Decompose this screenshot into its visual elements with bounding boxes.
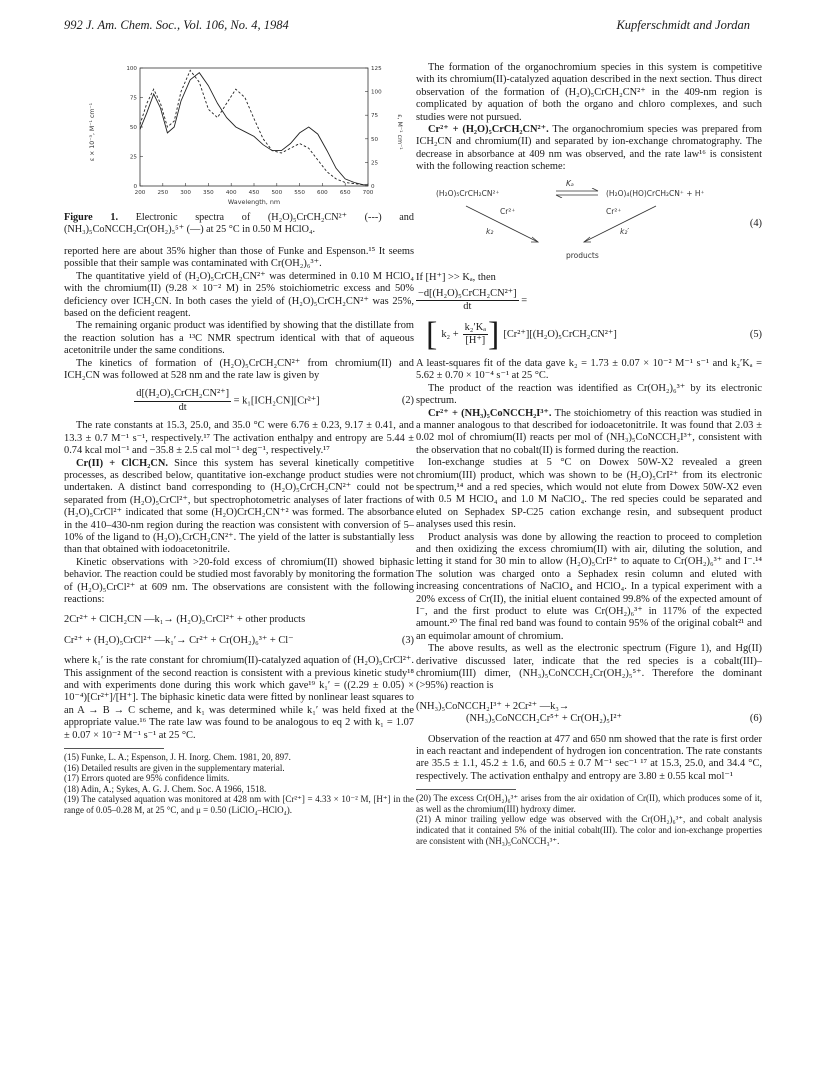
- condition-text: If [H⁺] >> Kₐ, then: [416, 271, 496, 283]
- caption-label: Figure 1.: [64, 212, 118, 223]
- eq5-numerator: −d[(H₂O)₅CrCH₂CN²⁺]: [416, 288, 519, 301]
- paragraph: The product of the reaction was identified as Cr(OH₂)₆³⁺ by its electronic spectrum.: [416, 382, 762, 407]
- y2-tick-label: 50: [371, 136, 379, 143]
- spectra-chart: [64, 62, 414, 208]
- x-tick-label: 700: [362, 190, 374, 196]
- paragraph: The remaining organic product was identified by showing that the distillate from the reaction solution has a ¹³C NMR spectrum identical with that of aqueous acetonitrile under the same conditions.: [64, 320, 414, 357]
- paragraph: where k₁′ is the rate constant for chromium(II)-catalyzed aquation of (H₂O)₅CrCl²⁺. This assignment of the second reaction is consistent with a previous kinetic study¹⁸ and with experiments done during this work which gave¹⁹ k₁′ = ((2.29 ± 0.05) × 10⁻⁴)[Cr²⁺]/[H⁺]. The biphasic kinetic data were fitted by nonlinear least squares to an A → B → C scheme, and k₁ was determined while k₁′ was held fixed at the appropriate value.¹⁶ The rate law was found to be analogous to eq 2 with k₁ = 1.07 ± 0.07 × 10⁻² M⁻¹ s⁻¹ at 25 °C.: [64, 655, 414, 741]
- y-tick-label: 25: [129, 154, 137, 161]
- reaction-line: (NH₃)₅CoNCCH₂I³⁺ + 2Cr²⁺ —k₃→: [416, 700, 570, 712]
- reaction-line: (NH₃)₅CoNCCH₂Cr⁵⁺ + Cr(OH₂)₅I²⁺: [466, 713, 622, 725]
- right-y-axis-label: ε, M⁻¹ cm⁻¹: [396, 114, 403, 150]
- eq2-numerator: d[(H₂O)₅CrCH₂CN²⁺]: [134, 388, 231, 401]
- x-tick-label: 500: [271, 190, 283, 196]
- footnotes-left: [64, 752, 414, 816]
- footnotes-right: [416, 793, 762, 846]
- y-tick-label: 100: [126, 66, 137, 72]
- paragraph: Ion-exchange studies at 5 °C on Dowex 50W-X2 revealed a green chromium(III) product, which was shown to be (H₂O)₅CrI²⁺ from its electronic spectrum,¹⁴ and a red species, which would not elute from Dowex 50W-X2 even with 0.5 M HClO₄ and 1.0 M NaClO₄. The red species could be separated and eluted on Sephadex SP-C25 cation exchange resin, and subsequent product analyses used this resin.: [416, 457, 762, 531]
- equation-number: (5): [749, 328, 762, 340]
- scheme-reactant: (H₂O)₅CrCH₂CN²⁺: [436, 188, 500, 198]
- scheme-product: (H₂O)₄(HO)CrCH₂CN⁺ + H⁺: [606, 188, 705, 198]
- paragraph: reported here are about 35% higher than those of Funke and Espenson.¹⁵ It seems possible that their sample was contaminated with Cr(OH₂)₆³⁺.: [64, 246, 414, 270]
- equation-5-rhs: [426, 315, 762, 353]
- x-tick-label: 300: [180, 190, 191, 196]
- x-tick-label: 200: [134, 190, 146, 196]
- y-tick-label: 50: [129, 125, 137, 131]
- scheme-k2: k₂: [486, 226, 494, 236]
- footnote: (16) Detailed results are given in the supplementary material.: [64, 762, 285, 773]
- eq5-inner-denominator: [H⁺]: [465, 335, 486, 347]
- x-axis-label: Wavelength, nm: [227, 198, 281, 206]
- y2-tick-label: 100: [371, 89, 382, 96]
- eq5-tail: [Cr²⁺][(H₂O)₅CrCH₂CN²⁺]: [503, 328, 617, 340]
- running-header-left: 992 J. Am. Chem. Soc., Vol. 106, No. 4, 1984: [64, 18, 289, 32]
- scheme-cr-left: Cr²⁺: [500, 206, 516, 216]
- dashed-series-line: [140, 70, 368, 184]
- reaction-line: 2Cr²⁺ + ClCH₂CN —k₁→ (H₂O)₅CrCl²⁺ + other products: [64, 614, 306, 626]
- y2-tick-label: 75: [371, 113, 379, 120]
- reaction-scheme-4: [416, 178, 762, 264]
- scheme-cr-right: Cr²⁺: [606, 206, 622, 216]
- equilibrium-arrow: [554, 188, 600, 198]
- section-heading: Cr²⁺ + (H₂O)₅CrCH₂CN²⁺.: [428, 124, 549, 136]
- paragraph: The rate constants at 15.3, 25.0, and 35.0 °C were 6.76 ± 0.23, 9.17 ± 0.41, and 13.3 ± 0.7 M⁻¹ s⁻¹, respectively.¹⁷ The activation enthalpy and entropy are 5.44 ± 0.74 kcal mol⁻¹ and −35.8 ± 2.5 cal mol⁻¹ deg⁻¹, respectively.¹⁷: [64, 420, 414, 457]
- eq5-k2: k₂ +: [441, 328, 459, 340]
- figure-caption: [64, 212, 414, 236]
- paragraph: The formation of the organochromium species in this system is competitive with its chromium(II)-catalyzed aquation described in the next section. Thus direct observation of the formation of (H₂O)₅CrCH₂CN²⁺ in the 409-nm region is complicated by aquation of both the organo and chloro complexes, and such studies were not pursued.: [416, 62, 762, 123]
- equation-2: [64, 388, 414, 414]
- scheme-products: products: [566, 250, 599, 260]
- equation-number: (3): [401, 634, 414, 646]
- eq5-equals: =: [521, 295, 528, 307]
- y2-tick-label: 0: [371, 184, 375, 190]
- eq2-denominator: dt: [178, 401, 187, 413]
- section-heading: Cr(II) + ClCH₂CN.: [76, 457, 168, 469]
- footnote: (19) The catalysed aquation was monitored at 428 nm with [Cr²⁺] = 4.33 × 10⁻² M, [H⁺] in the range of 0.05–0.28 M, at 25 °C, and μ = 0.50 (LiClO₄–HClO₄).: [64, 794, 414, 815]
- x-tick-label: 550: [294, 190, 305, 196]
- reaction-line: Cr²⁺ + (H₂O)₅CrCl²⁺ —k₁′→ Cr²⁺ + Cr(OH₂)₆³⁺ + Cl⁻: [64, 634, 294, 646]
- equation-5-lhs: [416, 288, 762, 314]
- left-bracket: [: [426, 315, 438, 353]
- y2-tick-label: 125: [371, 66, 382, 72]
- paragraph: Product analysis was done by allowing the reaction to proceed to completion and then oxidizing the excess chromium(II) with air, diluting the solution, and letting it stand for 30 min to allow (H₂O)₅CrI²⁺ to aquate to Cr(OH₂)₆³⁺ and I⁻.¹⁴ The solution was charged onto a Sephadex resin column and eluted with increasing concentrations of NaClO₄ and HClO₄. In a typical experiment with a 20% excess of Cr(II), the initial eluent contained 99.8% of the expected amount of I⁻, and the first product to elute was Cr(OH₂)₆³⁺ in 117% of the expected amount.²⁰ The final red band was found to contain 95% of the original cobalt²¹ and an equimolar amount of chromium.: [416, 531, 762, 642]
- footnote: (20) The excess Cr(OH₂)₆³⁺ arises from the air oxidation of Cr(II), which produces some of it, as well as the chromium(III) hydroxy dimer.: [416, 793, 762, 814]
- eq5-inner-numerator: k₂′Kₐ: [463, 322, 488, 335]
- y-tick-label: 75: [129, 95, 137, 102]
- paragraph: Cr²⁺ + (H₂O)₅CrCH₂CN²⁺. The organochromium species was prepared from ICH₂CN and chromium(II) and separated by ion-exchange chromatography. The decrease in absorbance at 409 nm was observed, and the rate law¹⁶ is consistent with the following reaction scheme:: [416, 124, 762, 173]
- eq2-rhs: = k₁[ICH₂CN][Cr²⁺]: [233, 395, 320, 407]
- footnote-rule: [416, 789, 516, 790]
- reaction-6: [416, 701, 762, 726]
- scheme-ka: Kₐ: [566, 178, 574, 188]
- y-tick-label: 0: [133, 184, 137, 190]
- paragraph: Cr²⁺ + (NH₃)₅CoNCCH₂I³⁺. The stoichiometry of this reaction was studied in a manner analogous to that described for iodoacetonitrile. It was found that 2.03 ± 0.02 mol of chromium(II) reacts per mol of (NH₃)₅CoNCCH₂I³⁺, consistent with the observation that no cobalt(II) is formed during the reaction.: [416, 407, 763, 456]
- left-column: [64, 62, 414, 816]
- equation-number: (2): [401, 395, 414, 407]
- equation-number: (4): [749, 217, 762, 229]
- footnote: (17) Errors quoted are 95% confidence limits.: [64, 773, 230, 784]
- solid-series-line: [140, 73, 368, 185]
- footnote: (21) A minor trailing yellow edge was observed with the Cr(OH₂)₆³⁺, and cobalt analysis indicated that it contained 5% of the initial cobalt(III). The color and ion-exchange properties are consistent with (NH₃)₅CoNCCH₃³⁺.: [416, 814, 762, 846]
- scheme-k2-prime: k₂′: [620, 226, 630, 236]
- caption-text: Electronic spectra of (H₂O)₅CrCH₂CN²⁺ (---) and (NH₃)₅CoNCCH₂Cr(OH₂)₅⁵⁺ (—) at 25 °C in 0.50 M HClO₄.: [64, 212, 414, 235]
- x-tick-label: 250: [157, 190, 169, 196]
- paragraph: Cr(II) + ClCH₂CN. Since this system has several kinetically competitive processes, as described below, quantitative ion-exchange product studies were not undertaken. A distinct band corresponding to (H₂O)₅CrCH₂CN²⁺ could not be separated from (H₂O)₅CrCl²⁺, but spectrophotometric analyses of later fractions of (H₂O)₅CrCl²⁺ indicated that some (H₂O)CrCH₂CN⁺² was formed. The absorbance in the 410–430-nm region during the reaction was consistent with conversion of 5–10% of the ligand to (H₂O)₅CrCH₂CN²⁺. The yield of the latter is substantially less than that obtained with iodoacetonitrile.: [64, 457, 415, 556]
- x-tick-label: 600: [317, 190, 328, 196]
- y2-tick-label: 25: [371, 160, 379, 167]
- footnote: (15) Funke, L. A.; Espenson, J. H. Inorg. Chem. 1981, 20, 897.: [64, 752, 291, 763]
- right-column: [416, 62, 762, 846]
- left-y-axis-label: ε × 10⁻³, M⁻¹ cm⁻¹: [89, 102, 96, 162]
- paragraph: A least-squares fit of the data gave k₂ = 1.73 ± 0.07 × 10⁻² M⁻¹ s⁻¹ and k₂′Kₐ = 5.62 ± 0.70 × 10⁻⁴ s⁻¹ at 25 °C.: [416, 357, 762, 382]
- x-tick-label: 650: [339, 190, 351, 196]
- section-heading: Cr²⁺ + (NH₃)₅CoNCCH₂I³⁺.: [428, 407, 552, 419]
- reaction-scheme-3: [64, 614, 414, 647]
- paragraph: Kinetic observations with >20-fold excess of chromium(II) showed biphasic behavior. The reaction could be studied most favorably by monitoring the formation of (H₂O)₅CrCl²⁺ at 609 nm. The observations are consistent with the following reactions:: [64, 556, 414, 605]
- paragraph: The kinetics of formation of (H₂O)₅CrCH₂CN²⁺ from chromium(II) and ICH₂CN was followed at 528 nm and the rate law is given by: [64, 357, 414, 382]
- eq5-denominator: dt: [463, 301, 472, 313]
- equation-number: (6): [749, 713, 762, 725]
- right-bracket: ]: [488, 315, 500, 353]
- footnote: (18) Adin, A.; Sykes, A. G. J. Chem. Soc. A 1966, 1518.: [64, 783, 267, 794]
- footnote-rule: [64, 748, 164, 749]
- running-header-right: Kupferschmidt and Jordan: [616, 18, 750, 32]
- paragraph: The above results, as well as the electronic spectrum (Figure 1), and Hg(II) derivative discussed later, indicate that the red species is a cobalt(III)–chromium(III) dimer, (NH₃)₅CoNCCH₂Cr(OH₂)₅⁵⁺. Therefore the dominant (>95%) reaction is: [416, 643, 762, 692]
- x-tick-label: 400: [225, 190, 237, 196]
- paragraph: Observation of the reaction at 477 and 650 nm showed that the rate is first order in each reactant and independent of hydrogen ion concentration. The rate constants are 35.5 ± 1.1, 45.2 ± 1.6, and 60.5 ± 0.7 M⁻¹ sec⁻¹ ¹⁷ at 15.3, 25.0, and 34.4 °C, respectively. The activation enthalpy and entropy are 3.80 ± 0.55 kcal mol⁻¹: [416, 733, 762, 782]
- x-tick-label: 350: [203, 190, 214, 196]
- paragraph: The quantitative yield of (H₂O)₅CrCH₂CN²⁺ was determined in 0.10 M HClO₄ with the chromium(II) (9.28 × 10⁻² M) in 25% stoichiometric excess and 50% deficiency over ICH₂CN. In both cases the yield of (H₂O)₅CrCH₂CN²⁺ was 25%, based on the deficient reagent.: [64, 270, 414, 320]
- figure-1: [64, 62, 414, 208]
- x-tick-label: 450: [248, 190, 260, 196]
